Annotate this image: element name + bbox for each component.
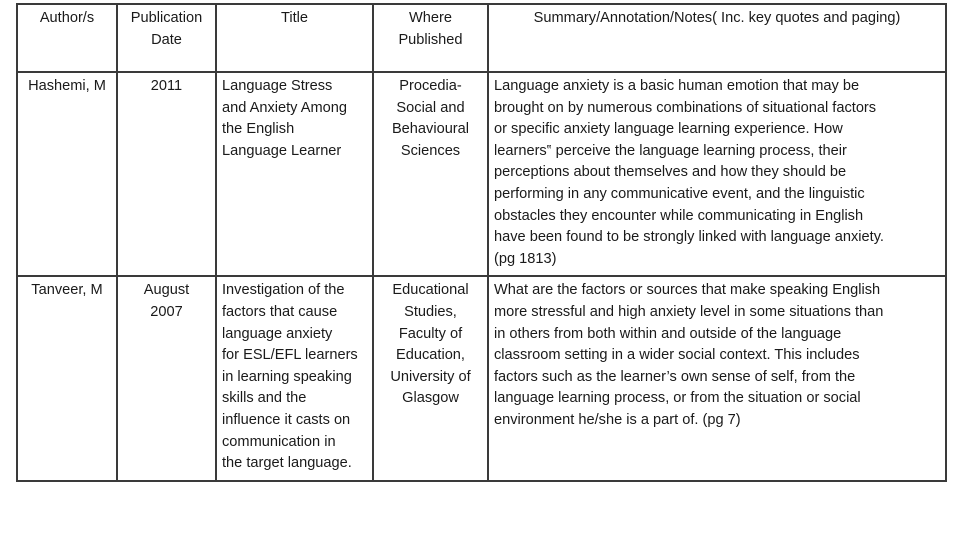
literature-review-table xyxy=(16,3,947,482)
cell-author: Hashemi, M xyxy=(17,72,117,276)
cell-publication-date: August 2007 xyxy=(117,276,216,480)
cell-title: Language Stress and Anxiety Among the English Language Learner xyxy=(216,72,373,276)
cell-summary-notes: What are the factors or sources that make speaking English more stressful and high anxiety level in some situations than in others from both within and outside of the language classroom setting in a wider social context. This includes factors such as the learner’s own sense of self, from the language learning process, or from the situation or social environment he/she is a part of. (pg 7) xyxy=(488,276,946,480)
cell-summary-notes: Language anxiety is a basic human emotion that may be brought on by numerous combinations of situational factors or specific anxiety language learning experience. How learners‟ perceive the language learning process, their perceptions about themselves and how they should be performing in any communicative event, and the linguistic obstacles they encounter while communicating in English have been found to be strongly linked with language anxiety. (pg 1813) xyxy=(488,72,946,276)
cell-publication-date: 2011 xyxy=(117,72,216,276)
header-summary-notes: Summary/Annotation/Notes( Inc. key quotes and paging) xyxy=(488,4,946,72)
header-title: Title xyxy=(216,4,373,72)
cell-where-published: Procedia- Social and Behavioural Sciences xyxy=(373,72,488,276)
cell-title: Investigation of the factors that cause language anxiety for ESL/EFL learners in learning speaking skills and the influence it casts on communication in the target language. xyxy=(216,276,373,480)
cell-where-published: Educational Studies, Faculty of Education, University of Glasgow xyxy=(373,276,488,480)
header-publication-date: Publication Date xyxy=(117,4,216,72)
table-row xyxy=(17,276,946,480)
table-row xyxy=(17,72,946,276)
cell-author: Tanveer, M xyxy=(17,276,117,480)
table-header-row xyxy=(17,4,946,72)
header-author: Author/s xyxy=(17,4,117,72)
header-where-published: Where Published xyxy=(373,4,488,72)
